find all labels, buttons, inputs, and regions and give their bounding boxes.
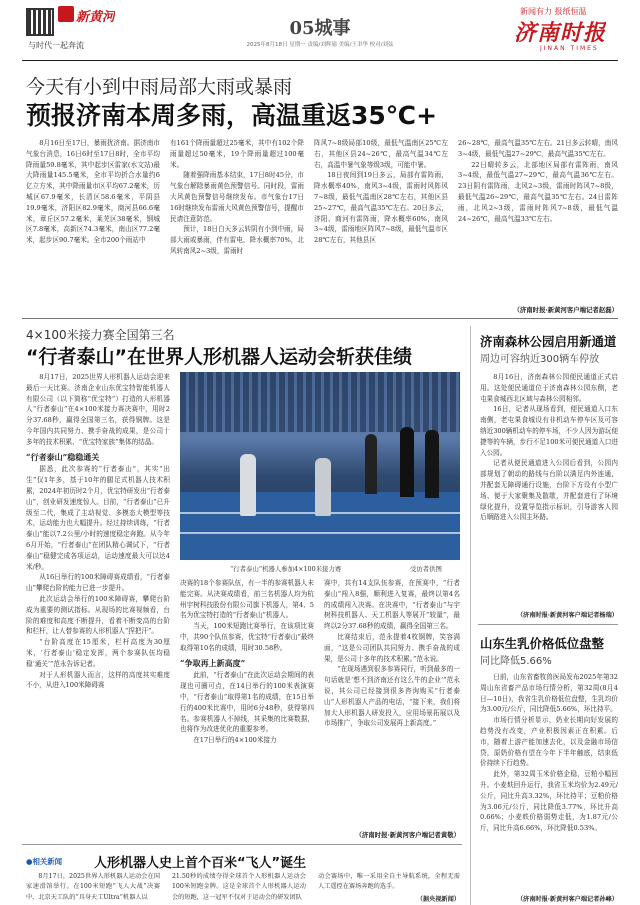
- paragraph: 8月16日至17日，暴雨扰济南。据济南市气象台消息，16日6时至17日8时，全市平均降雨量59.8毫米，其中起步区雷家(水文站)最大降雨量145.5毫米，全市平均折合水量约6亿立方米，其中降雨量市区平均67.2毫米，历城区67.9毫米，长清区58.6毫米，平阴县19.9毫米，济阳区82.9毫米，商河县66.6毫米，章丘区57.2毫米，莱芜区38毫米，钢城区7.8毫米，高新区74.3毫米，南山区77.2毫米，起步区90.7毫米。全市200个雨站中: [26, 139, 160, 245]
- photo-caption: “行者泰山”机器人参加4×100米接力赛: [230, 565, 342, 573]
- paragraph: 记者从便民通道进入公园后看到，公园内部规划了朝动的路线与台阶以满足内外连通，并配套无障碍通行设施，台阶下方设有小型广场、便于大家聚集及散歇，并配套进行了环境绿化提升，设置导览指示标识，引导游客人园后顺路进入公园主环路。: [480, 459, 618, 522]
- paragraph: 赛中，共有14支队伍参赛，在预赛中，“行者泰山”闯入8强，顺利进入复赛，最终以第4名的成绩闯入决赛。在决赛中，“行者泰山”与宇树科技机器人、天工机器人等展开“较量”，最终以2分37.68秒的成绩，赢得全国第三名。: [324, 579, 460, 631]
- park-body: [480, 372, 618, 608]
- weather-col-1: [26, 138, 160, 288]
- robot-subhead-1: “行者泰山”稳稳通关: [26, 451, 100, 462]
- person-figure-icon: [365, 434, 377, 494]
- paragraph: 8月17日，2025世界人形机器人运动会在国家速滑馆举行。在100米短跑“飞人大战”决赛中，北京天工队的“具身天工Ultra”机器人以: [26, 873, 160, 901]
- related-headline: 人形机器人史上首个百米“飞人”诞生: [94, 856, 307, 871]
- page-label: 05城事: [289, 18, 351, 39]
- paragraph: 22日晴转多云，北部地区局部有雷阵雨，南风3~4级，最低气温27~29℃，最高气温36℃左右。23日阴有雷阵雨，北风2~3级，雷雨时阵风7~8级，最低气温26~29℃，最高气温35℃左右。24日雷阵雨，北风2~3级，雷雨时阵风7~8级，最低气温24~26℃，最高气温33℃左右。: [458, 160, 618, 223]
- milk-body: [480, 672, 618, 892]
- person-figure-icon: [425, 430, 439, 498]
- paragraph: “在现场遇到很多参赛同行，听到最多的一句话就是‘想不到济南还有这么牛的企业’”范永说，其公司已经接到很多咨询购买“行者泰山”人形机器人产品的电话，“接下来，我们将加大人形机器人研发投入，应用场景拓展以及市场推广，争取公司发展再上新高度。”: [324, 665, 460, 728]
- paragraph: 此前，“行者泰山”在此次运动会期间的表现也可圈可点，在14日举行的100米表演赛中，“行者泰山”取得第1名的成绩，在15日举行的400米比赛中，用时6分48秒，获得第四名。参赛机器人不掉线，其采集的比赛数据，也将作为改进优化的重要参考。: [180, 671, 314, 734]
- milk-headline: 山东生乳价格低位盘整: [480, 636, 604, 651]
- paragraph: 对于人形机器人而言，这样的高度其实难度不小，从进入100米障碍赛: [26, 670, 170, 690]
- paragraph: 日前，山东省畜牧兽医局发布2025年第32周山东省畜产品市场行情分析，第32周(8月4日—10日)，我省生乳价格低位盘整，生乳均价为3.00元/公斤，同比降低5.66%，环比持平。: [480, 673, 618, 714]
- paragraph: 市场行情分析显示，奶业长期向好发展的趋势没有改变，产业积极因素正在积累。后市，随着上游产能加速去化，以及金融市场信贷，原奶价格有望在今年下半年触底，结束低价持续下行趋势。: [480, 716, 618, 768]
- brand-slogan: 与时代一起奔流: [28, 41, 84, 50]
- stadium-stands: [180, 372, 460, 432]
- milk-subhead: 同比降低5.66%: [480, 656, 552, 667]
- park-credit: （济南时报·新黄河客户端记者杨瑞）: [516, 612, 618, 619]
- logo-seal-icon: [58, 6, 74, 22]
- robot-subhead-2: “争取再上新高度”: [180, 657, 246, 668]
- park-headline: 济南森林公园启用新通道: [480, 334, 617, 349]
- robot-mid-col-2: [324, 578, 460, 828]
- qr-code-icon: [26, 8, 54, 36]
- page-meta: 2025年8月18日 星期一 责编/刘辉瑜 美编/王聿华 校对/刘弦: [246, 42, 394, 48]
- paragraph: 此次运动会举行的100米障碍赛，攀爬台阶成为重要的测试指标。从现场的比赛视频看，台阶的难度和高度不断提升，看着不断变高的台阶和栏杆，让人替参赛的人形机器人“捏把汗”。: [26, 594, 170, 636]
- brand-logo: 新黄河: [76, 10, 116, 25]
- robot-headline: “行者泰山”在世界人形机器人运动会斩获佳绩: [26, 346, 412, 368]
- related-news-tag: ●相关新闻: [26, 857, 63, 866]
- weather-col-3: [314, 138, 448, 288]
- paragraph: “台阶高度在15厘米，栏杆高度为30厘米，‘行者泰山’稳定发挥，两个参赛队伍均稳稳‘通关’”范永告诉记者。: [26, 638, 170, 668]
- paragraph: 此外，第32周玉米价格企稳，豆粕小幅回升。小麦麸回升运行，我省玉米均价为2.49元/公斤，同比升高3.32%，环比持平；豆粕价格为3.06元/公斤，同比降低3.77%，环比升高0.66%；小麦麸价格弱势走低，为1.87元/公斤，同比升高6.66%，环比降低0.53%。: [480, 770, 618, 833]
- robot-kicker: 4×100米接力赛全国第三名: [26, 328, 175, 342]
- weather-col-2: [170, 138, 304, 288]
- paragraph: 26~28℃，最高气温35℃左右。21日多云转晴，南风3~4级，最低气温27~29℃，最高气温35℃左右。: [458, 139, 618, 158]
- paragraph: 16日，记者从现场看到，便民通道入口东南侧，老屯果食城设有非机动车停车区及可容纳近300辆机动车的停车场，不少人因为游玩便捷等的车辆，步行不足100米可便民通道入口进入公园。: [480, 405, 618, 457]
- paragraph: 阵风7~8级局部10级，最低气温南区25℃左右，其他区县24~26℃，最高气温34℃左右，高温中暑气象等级3级，可能中暑。: [314, 139, 448, 169]
- robot-credit: （济南时报·新黄河客户端记者黄敬）: [355, 831, 460, 839]
- robot-left-col: [26, 372, 170, 840]
- masthead: [0, 0, 640, 60]
- paragraph: 从16日举行的100米障碍赛成绩看，“行者泰山”攀爬台阶的能力已进一步提升。: [26, 573, 170, 593]
- paper-pinyin: JINAN TIMES: [540, 45, 599, 52]
- paragraph: 当天，100米短跑比赛举行，在该项比赛中，共90个队伍参赛，优宝特“行者泰山”最终取得第10名的成绩，用时30.58秒。: [180, 622, 314, 652]
- lane-line: [180, 532, 460, 534]
- weather-col-4: [458, 138, 618, 288]
- paragraph: 随着强降雨基本结束，17日8时45分，市气象台解除暴雨黄色预警信号。同时段，雷雨大风黄色预警信号继续发布。市气象台17日16时继续发布雷雨大风黄色预警信号，提醒市民请注意防范。: [170, 171, 304, 223]
- photo-credit: 受访者供图: [410, 565, 442, 573]
- paragraph: 预计，18日白天多云转阴有小到中雨，局部大雨或暴雨，伴有雷电，降水概率70%，北风转南风2~3级，雷雨时: [170, 225, 304, 255]
- robot-figure-icon: [315, 458, 331, 516]
- weather-headline: 预报济南本周多雨，高温重返35℃+: [26, 101, 438, 130]
- person-figure-icon: [400, 427, 414, 497]
- paragraph: 18日夜间到19日多云，局部有雷阵雨，降水概率40%，南风3~4级，雷雨时风阵风7~8级，最低气温南区28℃左右，其他区县25~27℃，最高气温35℃左右。20日多云，济阳、商河有雷阵雨，降水概率60%，南风3~4级，雷雨地区阵风7~8级，最低气温市区28℃左右，其他县区: [314, 171, 448, 245]
- related-col-3: [318, 872, 460, 894]
- paragraph: 据悉，此次参赛的“行者泰山”，其实“出生”仅1年多，基于10年的腿足式机器人技术积累，2024年初历时2个月，优宝特研发出“行者泰山”，创业研发速度惊人。目前，“行者泰山”已升级至二代，集成了主动视觉、多模态大模型等技术，运动能力也大幅提升。经过持续训练，“行者泰山”能以7.2公里/小时的速度稳定奔跑。从今年6月开始，“行者泰山”在团队精心调试下，“行者泰山”稳健完成各项运动，运动速度最大可以达4米/秒。: [26, 465, 170, 571]
- paragraph: 有161个降雨量超过25毫米，其中有102个降雨量超过50毫米，19个降雨量超过100毫米。: [170, 139, 304, 169]
- park-subhead: 周边可容纳近300辆车停放: [480, 354, 600, 365]
- paragraph: 在17日举行的4×100米接力: [193, 736, 277, 745]
- paragraph: 动会赛场中，唯一采用全自主导航系统，全程无需人工遥控在赛场奔跑的选手。: [318, 873, 460, 891]
- related-col-2: [172, 872, 306, 905]
- paper-slogan: 新闻有力 报纸恒温: [520, 7, 587, 16]
- paragraph: 8月16日，济南森林公园便民通道正式启用。这处便民通道位于济南森林公园东侧，老屯果食城西北区域与森林公园相邻。: [480, 373, 618, 403]
- paper-name: 济南时报: [514, 20, 607, 46]
- robot-relay-photo: [180, 372, 460, 560]
- robot-figure-icon: [240, 454, 256, 516]
- robot-mid-col-1: [180, 578, 314, 840]
- paragraph: 决赛的18个参赛队伍，有一半的参赛机器人未能完赛。从决赛成绩看，前三名机器人均为杭州宇树科技股份有限公司旗下机器人，第4、5名为优宝特打造的“行者泰山”机器人。: [180, 579, 314, 620]
- related-credit: （据央视新闻）: [416, 896, 460, 903]
- milk-credit: （济南时报·新黄河客户端记者孙峰）: [516, 896, 618, 903]
- weather-pre-headline: 今天有小到中雨局部大雨或暴雨: [26, 76, 293, 98]
- related-col-1: [26, 872, 160, 905]
- weather-credit: （济南时报·新黄河客户端记者赵磊）: [513, 306, 618, 314]
- paragraph: 比赛结束后，范永提着4枚铜牌，笑容满面，“这是公司团队共同努力、携手奋战的成果，是公司十多年的技术积累。”范永说。: [324, 632, 460, 663]
- paragraph: 21.50秒的成绩夺得全球首个人形机器人运动会100米短跑金牌。这是全球首个人形机器人运动会的短跑，这一冠军不仅对于运动会的研发团队: [172, 873, 306, 901]
- paragraph: 8月17日，2025世界人形机器人运动会迎来最后一天比赛。济南企业山东优宝特智能机器人有限公司（以下简称“优宝特”）打造的人形机器人“行者泰山”在4×100米接力赛决赛中，用时2分37.68秒，赢得全国第三名，获得铜牌。这是今年国内共同努力、携手奋战的成果，是公司十多年的技术积累、“优宝特家族”集体的结晶。: [26, 373, 170, 446]
